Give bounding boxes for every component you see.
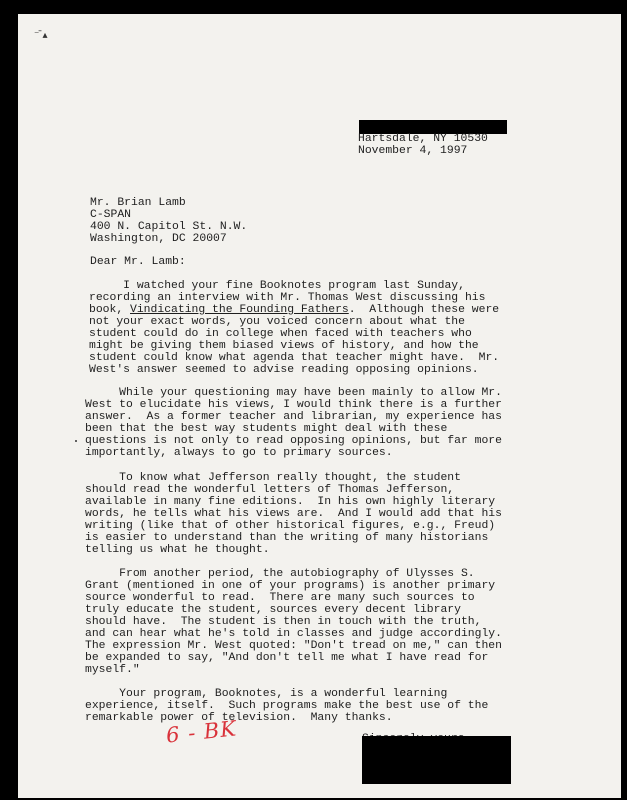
paragraph-4-line: myself."	[85, 664, 140, 676]
paragraph-4-line: should have. The student is then in touch with the truth,	[85, 616, 482, 628]
paragraph-2-line: importantly, always to go to primary sources.	[85, 447, 393, 459]
paragraph-5-line: Your program, Booknotes, is a wonderful learning	[85, 688, 448, 700]
book-title: Vindicating the Founding Fathers	[130, 304, 349, 316]
corner-mark: ⁻ ̄▴	[34, 30, 48, 41]
paragraph-4-line: truly educate the student, sources every decent library	[85, 604, 461, 616]
paragraph-2-line: While your questioning may have been mainly to allow Mr.	[85, 387, 502, 399]
paragraph-4-line: Grant (mentioned in one of your programs) is another primary	[85, 580, 496, 592]
letter-date: November 4, 1997	[358, 145, 468, 157]
paragraph-1-line: student could know what agenda that teacher might have. Mr.	[89, 352, 500, 364]
paragraph-2-line: answer. As a former teacher and librarian, my experience has	[85, 411, 502, 423]
stray-dot	[75, 440, 77, 442]
paragraph-4-line: and can hear what he's told in classes and judge accordingly.	[85, 628, 502, 640]
paragraph-1-line	[89, 305, 499, 317]
paragraph-1-line: not your exact words, you voiced concern about what the	[89, 316, 465, 328]
paragraph-1-line: I watched your fine Booknotes program last Sunday,	[89, 280, 465, 292]
paragraph-3-line: words, he tells what his views are. And I would add that his	[85, 508, 502, 520]
book-line-start: book,	[89, 304, 131, 316]
sender-city: Hartsdale, NY 10530	[358, 133, 488, 145]
paragraph-5-line: experience, itself. Such programs make the best use of the	[85, 700, 489, 712]
paragraph-3-line: available in many fine editions. In his own highly literary	[85, 496, 496, 508]
paragraph-3-line: should read the wonderful letters of Thomas Jefferson,	[85, 484, 455, 496]
paragraph-1-line: West's answer seemed to advise reading opposing opinions.	[89, 364, 479, 376]
recipient-street: 400 N. Capitol St. N.W.	[90, 221, 248, 233]
paragraph-2-line: West to elucidate his views, I would think there is a further	[85, 399, 502, 411]
paragraph-1-line: recording an interview with Mr. Thomas West discussing his	[89, 292, 486, 304]
paragraph-4-line: From another period, the autobiography of Ulysses S.	[85, 568, 475, 580]
recipient-org: C-SPAN	[90, 209, 132, 221]
paragraph-3-line: is easier to understand than the writing of many historians	[85, 532, 489, 544]
letter-page	[18, 14, 621, 798]
redacted-sender-name	[359, 120, 507, 134]
redacted-signature	[362, 736, 511, 784]
paragraph-1-line: student could do in college when faced with teachers who	[89, 328, 472, 340]
paragraph-2-line: questions is not only to read opposing opinions, but far more	[85, 435, 502, 447]
paragraph-4-line: The expression Mr. West quoted: "Don't tread on me," can then	[85, 640, 502, 652]
paragraph-3-line: writing (like that of other historical figures, e.g., Freud)	[85, 520, 496, 532]
salutation: Dear Mr. Lamb:	[90, 256, 186, 268]
paragraph-3-line: telling us what he thought.	[85, 544, 270, 556]
paragraph-4-line: source wonderful to read. There are many such sources to	[85, 592, 475, 604]
recipient-city: Washington, DC 20007	[90, 233, 227, 245]
paragraph-5-line: remarkable power of television. Many thanks.	[85, 712, 393, 724]
paragraph-4-line: be expanded to say, "And don't tell me what I have read for	[85, 652, 489, 664]
handwritten-note: 6 - BK	[164, 716, 238, 748]
recipient-name: Mr. Brian Lamb	[90, 197, 186, 209]
paragraph-2-line: been that the best way students might deal with these	[85, 423, 448, 435]
paragraph-3-line: To know what Jefferson really thought, the student	[85, 472, 461, 484]
book-line-end: . Although these were	[348, 304, 500, 316]
paragraph-1-line: might be giving them biased views of history, and how the	[89, 340, 479, 352]
